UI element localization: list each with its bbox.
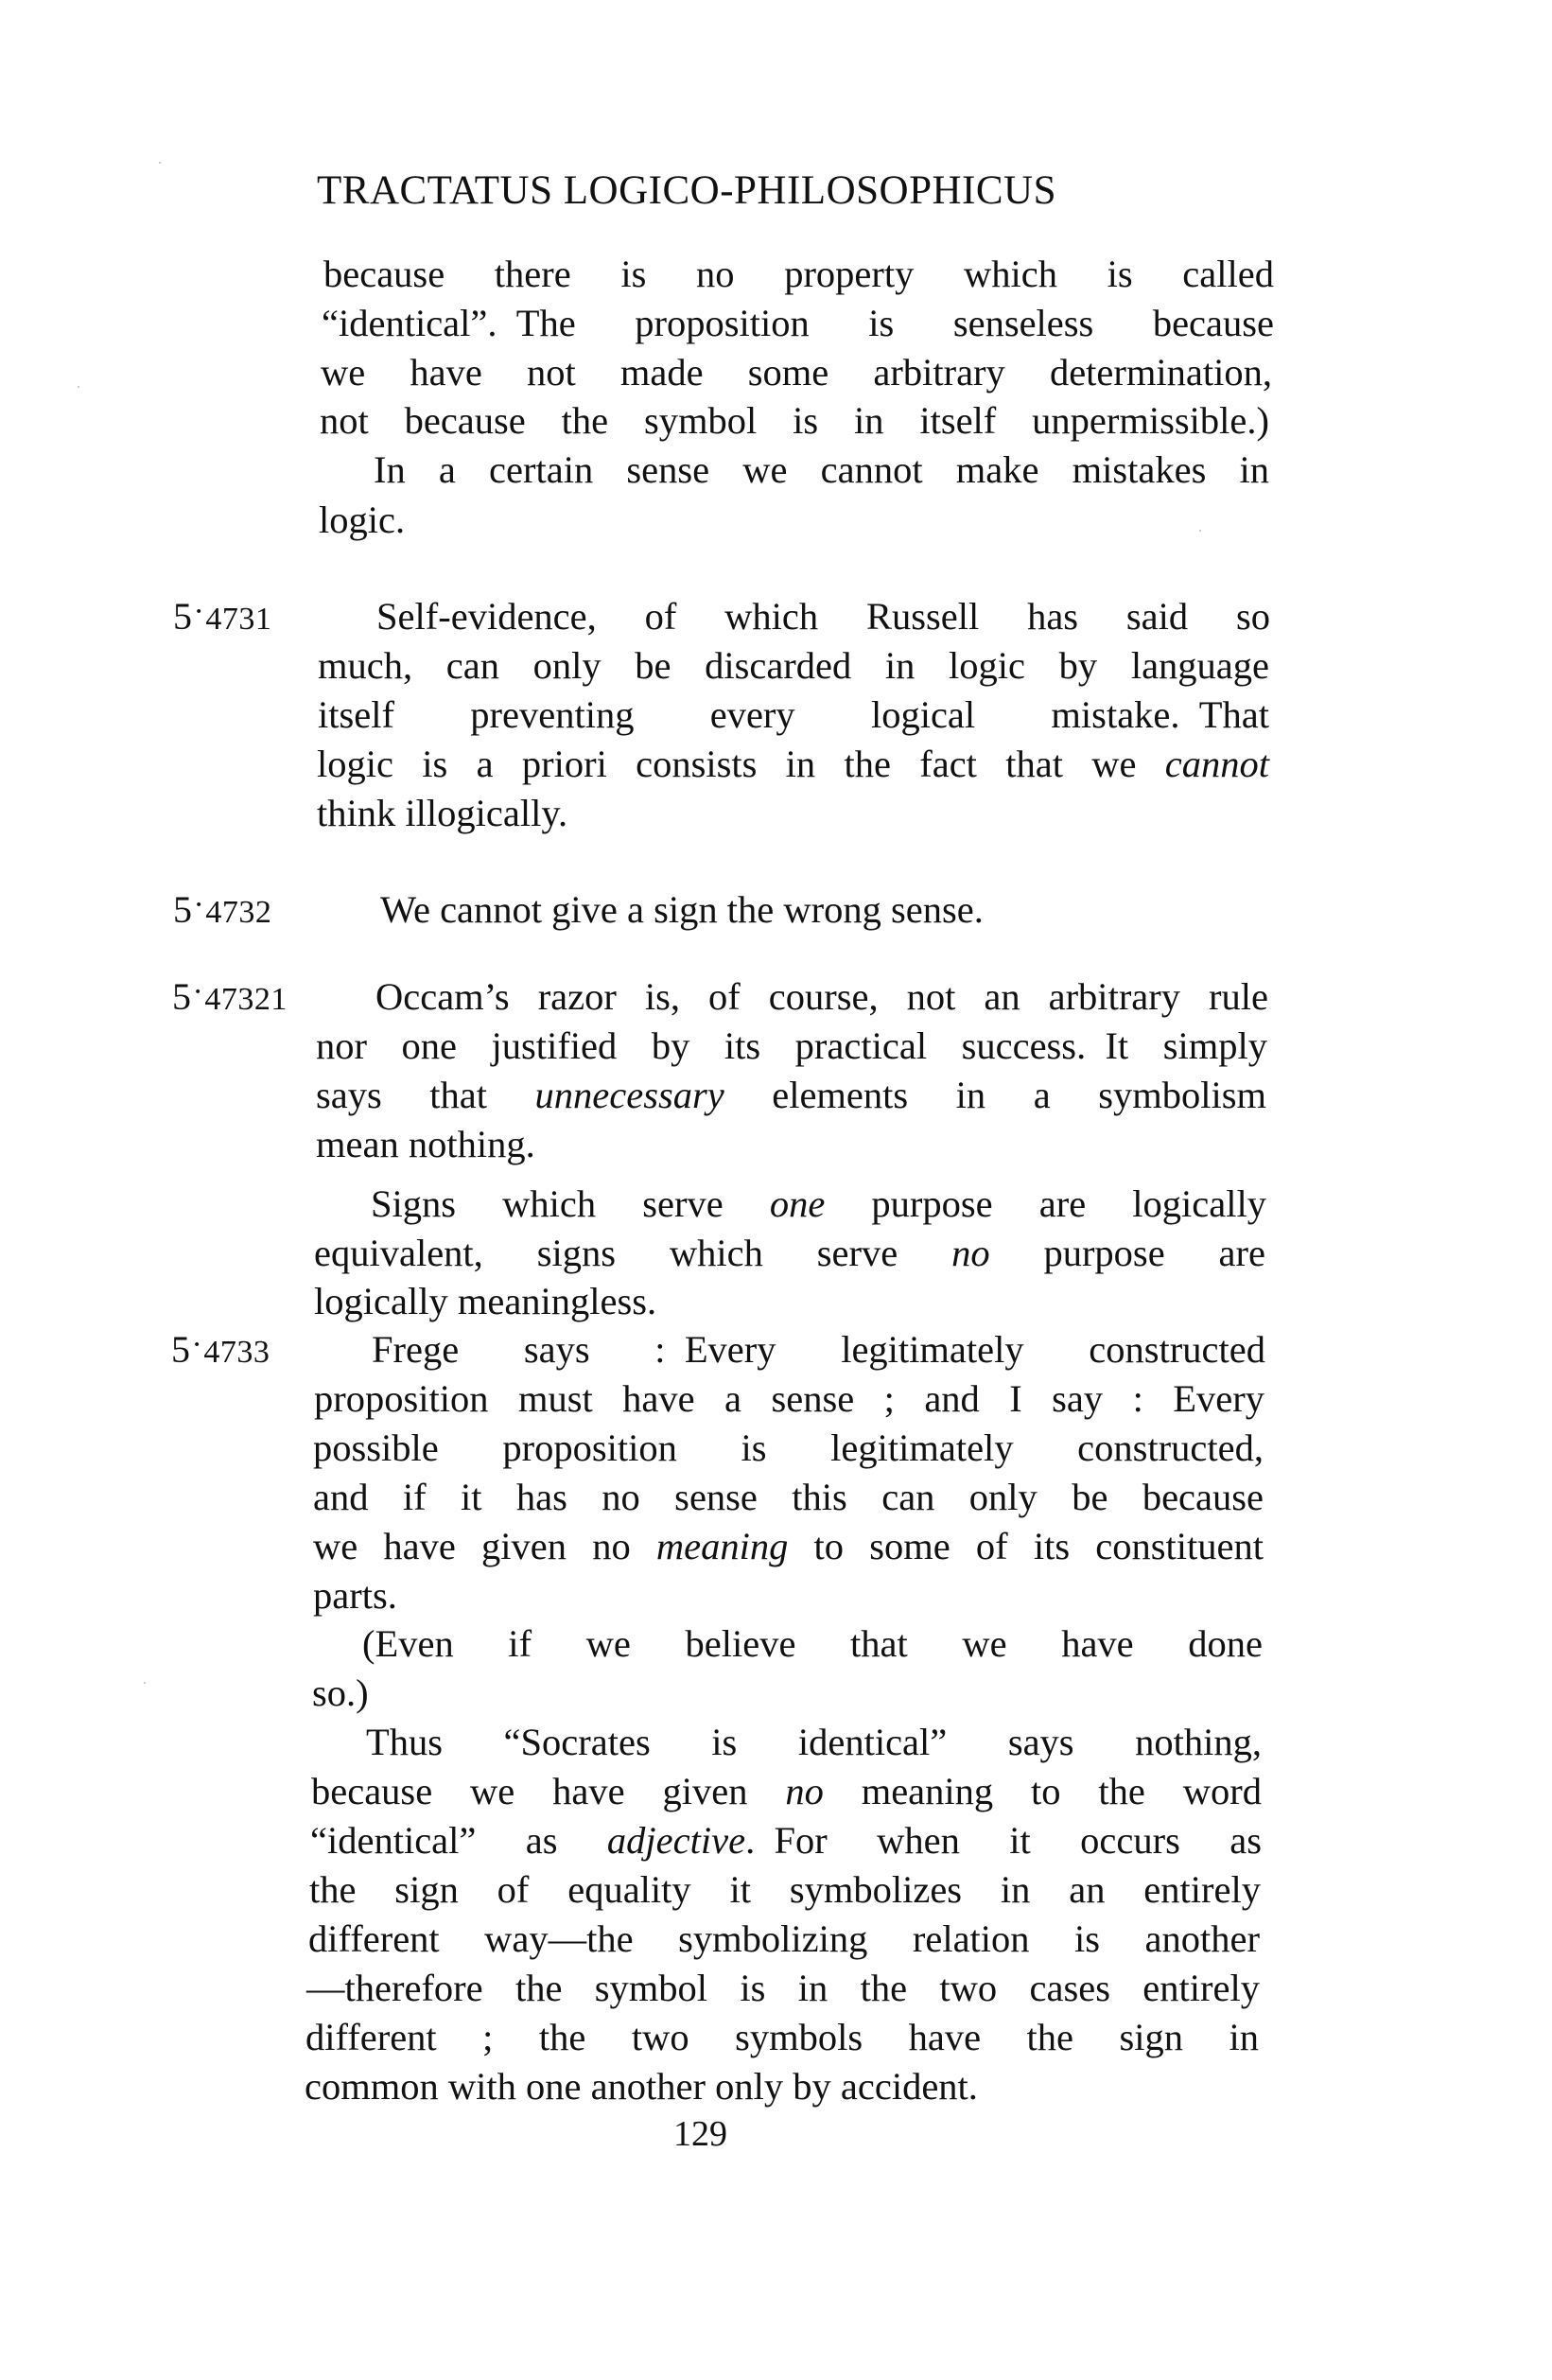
scan-speck: [159, 162, 161, 164]
text-line: the sign of equality it symbolizes in an entirely: [309, 1868, 1261, 1911]
italic-emphasis: one: [769, 1182, 826, 1225]
text-line: In a certain sense we cannot make mistakes in: [374, 448, 1269, 491]
text-run: to some of its constituent: [788, 1525, 1264, 1567]
section-number-major: 5: [173, 888, 193, 931]
text-line: proposition must have a sense ; and I say : Every: [314, 1377, 1264, 1420]
scan-speck: [144, 1682, 146, 1684]
text-line: Self-evidence, of which Russell has said so: [376, 595, 1270, 638]
text-line: mean nothing.: [316, 1123, 535, 1165]
text-line: [371, 1181, 1266, 1227]
text-line: “identical”. The proposition is senseless because: [322, 302, 1274, 344]
text-line: we have not made some arbitrary determination,: [321, 351, 1272, 394]
text-run: “identical” as: [310, 1819, 607, 1862]
page-number: 129: [673, 2114, 727, 2154]
text-run: says that: [316, 1074, 535, 1116]
text-line: different ; the two symbols have the sign in: [305, 2016, 1259, 2058]
section-number-minor: 47321: [204, 982, 288, 1017]
text-line: [313, 1524, 1264, 1569]
text-line: common with one another only by accident.: [305, 2065, 978, 2108]
text-line: We cannot give a sign the wrong sense.: [380, 888, 984, 931]
text-line: (Even if we believe that we have done: [362, 1622, 1263, 1665]
text-line: possible proposition is legitimately constructed,: [313, 1426, 1264, 1469]
italic-emphasis: no: [785, 1770, 824, 1812]
text-line: Occam’s razor is, of course, not an arbitrary rule: [375, 975, 1268, 1018]
italic-emphasis: no: [951, 1232, 990, 1274]
text-line: much, can only be discarded in logic by language: [318, 644, 1269, 687]
text-line: Thus “Socrates is identical” says nothing,: [366, 1721, 1262, 1763]
text-line: not because the symbol is in itself unpermissible.): [320, 399, 1269, 442]
text-line: logic.: [319, 499, 406, 541]
text-run: Signs which serve: [371, 1182, 770, 1225]
text-run: equivalent, signs which serve: [314, 1232, 952, 1274]
scan-speck: [1199, 530, 1201, 532]
section-number-major: 5: [172, 975, 192, 1018]
text-line: [314, 1231, 1265, 1276]
text-run: logic is a priori consists in the fact that we: [317, 743, 1165, 785]
section-number-minor: 4733: [203, 1335, 270, 1370]
text-line: [310, 1818, 1262, 1864]
running-head: TRACTATUS LOGICO-PHILOSOPHICUS: [317, 168, 1057, 213]
section-number: [171, 1327, 270, 1375]
text-run: meaning to the word: [823, 1770, 1262, 1812]
italic-emphasis: cannot: [1164, 743, 1269, 785]
section-number: [172, 974, 288, 1023]
text-line: Frege says : Every legitimately constructed: [372, 1328, 1265, 1371]
text-line: different way—the symbolizing relation is another: [308, 1917, 1260, 1960]
section-number-dot: ·: [193, 594, 205, 629]
text-run: we have given no: [313, 1525, 656, 1567]
text-line: and if it has no sense this can only be because: [313, 1476, 1264, 1518]
text-line: —therefore the symbol is in the two cases entirely: [306, 1967, 1260, 2009]
text-line: itself preventing every logical mistake. That: [318, 693, 1269, 736]
italic-emphasis: meaning: [655, 1525, 789, 1567]
text-line: [316, 1073, 1266, 1118]
section-number: [173, 594, 271, 642]
text-run: because we have given: [311, 1770, 786, 1812]
section-number-major: 5: [173, 595, 193, 638]
text-line: [317, 742, 1269, 787]
section-number-dot: ·: [191, 1327, 203, 1362]
text-line: parts.: [313, 1574, 397, 1617]
text-run: purpose are: [989, 1232, 1265, 1274]
section-number-dot: ·: [193, 887, 205, 922]
text-line: think illogically.: [317, 792, 568, 834]
section-number-minor: 4732: [205, 895, 272, 930]
scan-speck: [78, 386, 79, 388]
text-line: because there is no property which is called: [323, 253, 1274, 295]
section-number-dot: ·: [192, 974, 204, 1009]
italic-emphasis: unnecessary: [534, 1074, 724, 1116]
italic-emphasis: adjective: [606, 1819, 746, 1862]
text-run: . For when it occurs as: [745, 1819, 1262, 1862]
text-run: purpose are logically: [825, 1182, 1267, 1225]
text-line: nor one justified by its practical success. It simply: [316, 1024, 1267, 1067]
section-number-minor: 4731: [205, 602, 272, 637]
text-run: elements in a symbolism: [724, 1074, 1266, 1116]
section-number: [173, 887, 271, 936]
section-number-major: 5: [171, 1328, 191, 1371]
text-line: so.): [312, 1671, 369, 1714]
text-line: [311, 1769, 1262, 1814]
text-line: logically meaningless.: [314, 1280, 657, 1322]
